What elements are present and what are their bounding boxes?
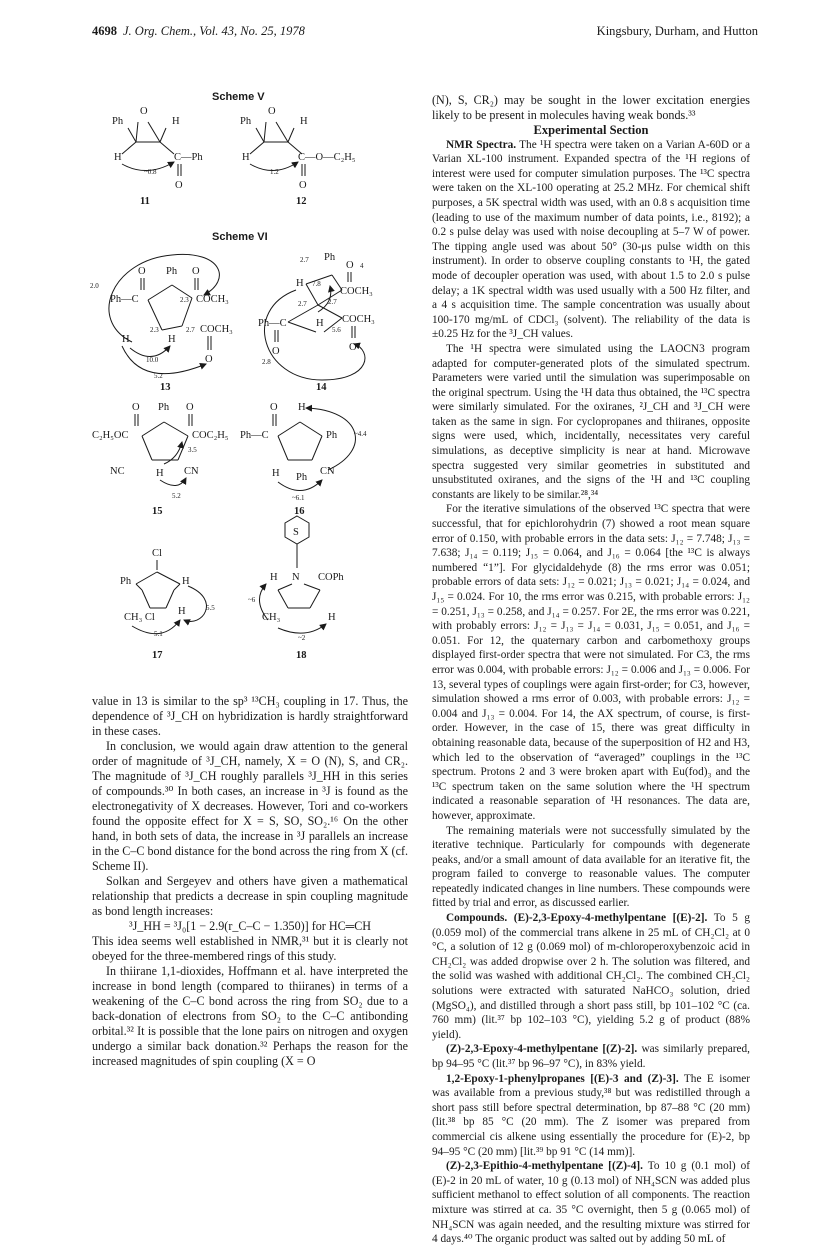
- label: Ph—C: [258, 318, 287, 329]
- paragraph: [432, 911, 750, 1042]
- coupling-value: 2.7: [186, 326, 195, 334]
- label: CH₃ Cl: [124, 612, 155, 623]
- running-header-left: [92, 24, 305, 39]
- label: COPh: [318, 572, 344, 583]
- coupling-value: 5.2: [154, 372, 163, 380]
- label: Ph—C: [240, 430, 269, 441]
- paragraph-body: To 5 g (0.059 mol) of the commercial trans alkene in 25 mL of CH₂Cl₂ at 0 °C, a solution of 12 g (0.069 mol) of m-chloroperoxybenzoic acid in CH₂Cl₂ was added dropwise over 2 h. The solution was filtered, and the solid was washed with additional CH₂Cl₂. The combined CH₂Cl₂ solutions were extracted with saturated NaHCO₃ solution, dried (MgSO₄), and distilled through a short pass still, bp 101–102 °C (ca. 760 mm) (lit.³⁷ bp 102–103 °C), yielding 5.2 g of product (88% yield).: [432, 912, 750, 1041]
- paragraph-body: To 10 g (0.1 mol) of (E)-2 in 20 mL of water, 10 g (0.13 mol) of NH₄SCN was added plus sufficient methanol to effect solution of all components. The reaction mixture was stirred at ca. 35 °C overnight, then 5 g (0.065 mol) of NH₄SCN was again needed, and the resulting mixture was stirred for 4 days.⁴⁰ The organic product was salted out by adding 50 mL of: [432, 1160, 751, 1246]
- coupling-value: ~6: [248, 596, 256, 604]
- paragraph: [432, 1159, 750, 1247]
- compound-number-16: 16: [294, 506, 305, 517]
- label: H: [272, 468, 280, 479]
- label: C—Ph: [174, 152, 203, 163]
- label: O: [192, 266, 200, 277]
- scheme-6-title: Scheme VI: [212, 231, 268, 243]
- label: O: [272, 346, 280, 357]
- label: H: [172, 116, 180, 127]
- run-in-heading: (Z)-2,3-Epoxy-4-methylpentane [(Z)-2].: [446, 1043, 638, 1056]
- scheme-5-title: Scheme V: [212, 91, 265, 103]
- coupling-value: 2.8: [262, 358, 271, 366]
- label: N: [292, 572, 300, 583]
- label: O: [299, 180, 307, 191]
- compound-number-11: 11: [140, 196, 150, 207]
- label: COCH₃: [196, 294, 229, 305]
- page-number: 4698: [92, 24, 117, 38]
- paragraph: (N), S, CR₂) may be sought in the lower excitation energies likely to be present in molecules having weak bonds.³³: [432, 93, 750, 122]
- coupling-value: 3.5: [188, 446, 197, 454]
- label: O: [140, 106, 148, 117]
- label: O: [132, 402, 140, 413]
- label: H: [298, 402, 306, 413]
- structure-12: [240, 106, 356, 207]
- compound-number-15: 15: [152, 506, 163, 517]
- coupling-value: 1.2: [270, 168, 279, 176]
- structure-16: [240, 402, 367, 517]
- label: Ph—C: [110, 294, 139, 305]
- paragraph: value in 13 is similar to the sp³ ¹³CH₃ coupling in 17. Thus, the dependence of ³J_CH on hybridization is hardly straightforward in these cases.: [92, 694, 408, 738]
- coupling-value: 2.7: [300, 256, 309, 264]
- compound-number-13: 13: [160, 382, 171, 393]
- label: O: [186, 402, 194, 413]
- compound-number-18: 18: [296, 650, 307, 661]
- coupling-value: 2.7: [328, 298, 337, 306]
- label: O: [175, 180, 183, 191]
- label: Ph: [326, 430, 338, 441]
- label: NC: [110, 466, 125, 477]
- right-column-text: [432, 93, 750, 1247]
- label: H: [296, 278, 304, 289]
- run-in-heading: 1,2-Epoxy-1-phenylpropanes [(E)-3 and (Z)-3].: [446, 1072, 679, 1085]
- paragraph-body: was similarly prepared, bp 94–95 °C (lit.³⁷ bp 96–97 °C), in 83% yield.: [432, 1043, 750, 1070]
- coupling-value: 5.1: [154, 630, 163, 638]
- label: O: [138, 266, 146, 277]
- label: COC₂H₅: [192, 430, 229, 441]
- paragraph: In thiirane 1,1-dioxides, Hoffmann et al. have interpreted the increase in bond length (compared to thiiranes) in terms of a weakening of the C–C bond across the ring from SO₂ due to a back-donation of electrons from SO₂ to the C–C antibonding orbital.³² It is possible that the lone pairs on nitrogen and oxygen undergo a similar back donation.³² Perhaps the reason for the increased magnitudes of spin coupling (X = O: [92, 964, 408, 1068]
- paragraph: In conclusion, we would again draw attention to the general order of magnitude of ³J_CH, namely, X = O (N), S, and CR₂. The magnitude of ³J_CH roughly parallels ³J_HH in this series of compounds.³⁰ In both cases, an increase in ³J is found as the electronegativity of X decreases. However, Tori and co-workers found the opposite effect for X = S, SO, SO₂.¹⁶ On the other hand, in both sets of data, the increase in ³J parallels an increase in the C–C bond distance for the bond across the ring from X (cf. Scheme II).: [92, 739, 408, 873]
- coupling-value: 5.2: [172, 492, 181, 500]
- section-title: Experimental Section: [533, 123, 649, 137]
- label: CN: [320, 466, 335, 477]
- coupling-value: 2.0: [90, 282, 99, 290]
- paragraph: [432, 1072, 750, 1160]
- paragraph: The remaining materials were not successfully simulated by the iterative technique. Particularly for compounds with degenerate peaks, and/or a small amount of data available for an iterative fit, the program failed to converge to reasonable values. The computer repeatedly indicated changes in line numbers. These compounds were fitted by trial and error, as discussed earlier.: [432, 824, 750, 910]
- label: Ph: [112, 116, 124, 127]
- label: H: [300, 116, 308, 127]
- coupling-value: 2.3: [180, 296, 189, 304]
- label: H: [316, 318, 324, 329]
- paragraph: The ¹H spectra were simulated using the LAOCN3 program adapted for computer-generated plots of the simulated spectrum. Parameters were varied until the simulation was superimposable on the original spectrum. Using the ¹H data thus obtained, the ¹³C spectra were similarly simulated. For the oxiranes, ²J_CH and ³J_CH were taken as the same in sign. For cyclopropanes and thiiranes, opposite signs were used, which, incidentally, necessitates very careful simulations, as deceptive simplicity is near at hand. Microwave spectra suggested very similar geometries in substituted and unsubstituted oxiranes, and the signs of the ¹H and ¹³C coupling constants are likely to be similar.²⁸,³⁴: [432, 342, 750, 501]
- label: H: [122, 334, 130, 345]
- running-header-authors: Kingsbury, Durham, and Hutton: [596, 24, 758, 38]
- paragraph: [432, 138, 750, 342]
- paragraph: For the iterative simulations of the observed ¹³C spectra that were successful, that for epichlorohydrin (7) showed a root mean square error of 0.150, with probable errors in the data sets: J₁₂ = 7.748; J₁₃ = 7.638; J₁₄ = 0.119; J₁₅ = 0.064, and J₁₆ = 0.064 [the ¹³C is always numbered “1”]. For glycidaldehyde (8) the rms error was 0.051; probable errors of data sets: J₁₂ = 0.021; J₁₃ = 0.021; J₁₄ = 0.024, and J₁₅ = 0.024. For 10, the rms error was 0.215, with probable errors: J₁₂ = 0.251, J₁₃ = 0.258, and J₁₄ = 0.257. For 2E, the rms error was 0.221, with probably errors: J₁₂ = J₁₃ = J₁₄ = 0.031, J₁₅ = 0.051, and J₁₆ = 0.051. For 12, the quaternary carbon and carbomethoxy groups displayed first-order spectra that were not simulated. For C3, the rms error was 0.004, with probable errors: J₁₂ = 0.006 and J₁₃ = 0.006. For 13, several types of couplings were again first-order; for C3, however, simulation showed a rms error of 0.003, with probable errors: J₁₂ = 0.004 and J₁₃ = 0.004. For 14, the AX spectrum, of course, is first-order. However, in the case of 15, there was great difficulty in obtaining reasonable data, because of the superposition of H2 and H3, which led to the observation of “averaged” couplings in the ¹³C spectrum. Protons 2 and 3 were broken apart with Eu(fod)₃ and the ¹³C spectrum taken on the same solution where the ¹H spectrum indicated a reasonable separation of ¹H resonances. The data are, however, approximate.: [432, 503, 750, 822]
- run-in-heading: (Z)-2,3-Epithio-4-methylpentane [(Z)-4].: [446, 1160, 644, 1173]
- label: H: [328, 612, 336, 623]
- coupling-value: 5.5: [206, 604, 215, 612]
- paragraph: This idea seems well established in NMR,³¹ but it is clearly not obeyed for the three-membered rings of this study.: [92, 934, 408, 963]
- compound-number-14: 14: [316, 382, 327, 393]
- run-in-heading: NMR Spectra.: [446, 138, 517, 151]
- label: S: [293, 527, 299, 538]
- label: C₂H₅OC: [92, 430, 129, 441]
- label: Ph: [120, 576, 132, 587]
- structure-15: [92, 402, 229, 517]
- compound-number-17: 17: [152, 650, 163, 661]
- structure-14: [258, 252, 375, 393]
- label: O: [349, 342, 357, 353]
- paragraph-body: The E isomer was available from a previous study,³⁸ but was redistilled through a short pass still before spectral determination, bp 87–88 °C (20 mm) (lit.³⁸ bp 85 °C (20 mm). The Z isomer was prepared from commercial cis alkene using essentially the procedure for (E)-2, bp 94–95 °C (20 mm) [lit.³⁹ bp 91 °C (14 mm)].: [432, 1072, 751, 1158]
- coupling-value: 2.7: [298, 300, 307, 308]
- left-column-text: [92, 694, 408, 1069]
- compound-number-12: 12: [296, 196, 307, 207]
- coupling-value: 10.0: [146, 356, 159, 364]
- label: O: [205, 354, 213, 365]
- paragraph-body: The ¹H spectra were taken on a Varian A-60D or a Varian XL-100 instrument. Expanded spectra of the ¹H regions of interest were used for computer simulation purposes. The ¹³C spectra were taken on the XL-100 operating at 25.2 MHz. For chemical shift purposes, a 5K spectral width was used, with an 0.8 s acquisition time (leading to use of the maximum number of data points, i.e., 8192); a 0.2 s pulse delay was used with noise decoupling at 5–7 W of power. The tipping angle used was about 50° (30-μs pulse width on this instrument). In order to observe coupling constants to ¹H, the gated mode of decoupler operation was used, with about 1.5 to 2.0 s pulse delay; a 1K spectral width was used usually with a 500 Hz filter, and a 4 s acquisition time. The sample concentration was usually about 100-170 mg/mL of CDCl₃ (solvent). The reliability of the data is ±0.25 Hz for the ³J_CH values.: [432, 138, 750, 341]
- label: H: [178, 606, 186, 617]
- label: H: [168, 334, 176, 345]
- label: O: [346, 260, 354, 271]
- coupling-value: 7.8: [312, 280, 321, 288]
- structure-13: [90, 254, 233, 393]
- label: Cl: [152, 548, 162, 559]
- label: O: [270, 402, 278, 413]
- coupling-value: 5.6: [332, 326, 341, 334]
- equation: ³J_HH = ³J₀[1 − 2.9(r_C–C − 1.350)] for HC═CH: [128, 919, 372, 933]
- coupling-value: ~4.4: [354, 430, 367, 438]
- coupling-value: ~0.8: [144, 168, 157, 176]
- coupling-value: ~6.1: [292, 494, 305, 502]
- structure-18: [248, 516, 344, 661]
- label: COCH₃: [200, 324, 233, 335]
- label: Ph: [240, 116, 252, 127]
- schemes-figure: [92, 80, 412, 680]
- structure-11: [112, 106, 203, 207]
- label: H: [242, 152, 250, 163]
- label: CH₃: [262, 612, 281, 623]
- label: O: [268, 106, 276, 117]
- paragraph: [432, 1042, 750, 1071]
- label: H: [114, 152, 122, 163]
- label: H: [182, 576, 190, 587]
- label: Ph: [324, 252, 336, 263]
- paragraph: Solkan and Sergeyev and others have given a mathematical relationship that predicts a decrease in spin coupling magnitude as bond length increases:: [92, 874, 408, 918]
- run-in-heading: Compounds. (E)-2,3-Epoxy-4-methylpentane [(E)-2].: [446, 912, 708, 925]
- label: H: [156, 468, 164, 479]
- structure-17: [120, 548, 215, 661]
- label: H: [270, 572, 278, 583]
- label: COCH₃: [342, 314, 375, 325]
- label: Ph: [166, 266, 178, 277]
- label: C—O—C₂H₅: [298, 152, 356, 163]
- journal-citation: J. Org. Chem., Vol. 43, No. 25, 1978: [123, 24, 305, 38]
- coupling-value: ~2: [298, 634, 306, 642]
- label: COCH₃: [340, 286, 373, 297]
- label: Ph: [296, 472, 308, 483]
- coupling-value: 2.3: [150, 326, 159, 334]
- coupling-value: 4: [360, 262, 364, 270]
- label: CN: [184, 466, 199, 477]
- label: Ph: [158, 402, 170, 413]
